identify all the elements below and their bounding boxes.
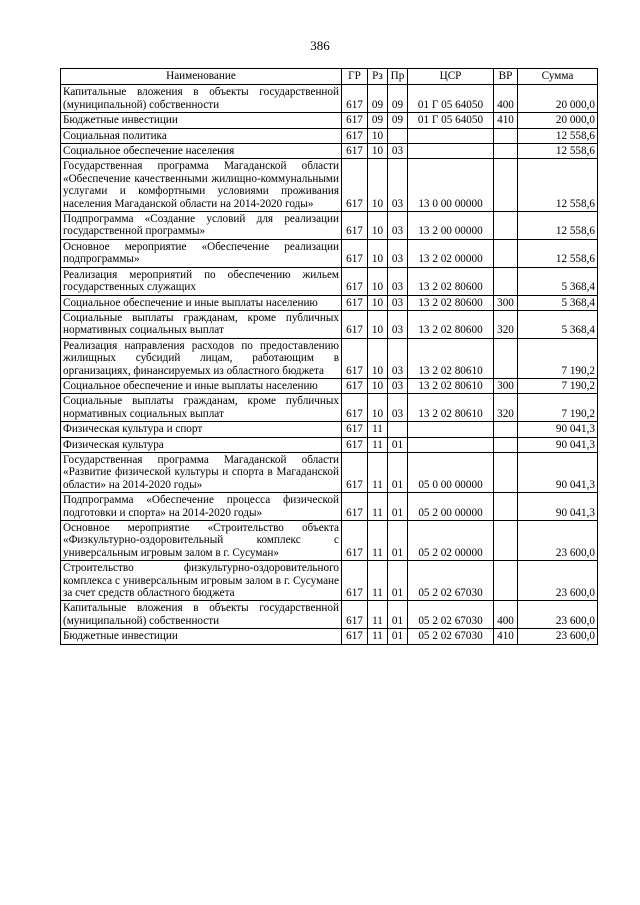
cell-name: Социальная политика <box>61 128 342 143</box>
cell-csr: 13 2 02 80600 <box>408 267 494 295</box>
cell-pr: 03 <box>388 239 408 267</box>
budget-table <box>60 68 598 645</box>
cell-name: Подпрограмма «Создание условий для реализации государственной программы» <box>61 212 342 240</box>
cell-gr: 617 <box>342 239 368 267</box>
table-row <box>61 310 598 338</box>
cell-pr: 03 <box>388 378 408 393</box>
cell-csr: 05 2 02 00000 <box>408 521 494 561</box>
cell-rz: 10 <box>368 239 388 267</box>
cell-gr: 617 <box>342 493 368 521</box>
cell-name: Социальное обеспечение и иные выплаты населению <box>61 295 342 310</box>
cell-vr <box>494 452 518 492</box>
table-row <box>61 378 598 393</box>
header-pr: Пр <box>388 69 408 85</box>
cell-csr: 13 2 02 80600 <box>408 295 494 310</box>
table-row <box>61 338 598 378</box>
cell-rz: 10 <box>368 212 388 240</box>
cell-gr: 617 <box>342 378 368 393</box>
cell-name: Реализация направления расходов по предоставлению жилищных субсидий лицам, работающим в организациях, финансируемых из областного бюджета <box>61 338 342 378</box>
cell-rz: 10 <box>368 144 388 159</box>
table-row <box>61 521 598 561</box>
cell-name: Капитальные вложения в объекты государственной (муниципальной) собственности <box>61 85 342 113</box>
cell-sum: 23 600,0 <box>518 561 598 601</box>
cell-rz: 11 <box>368 629 388 644</box>
table-row <box>61 561 598 601</box>
cell-vr <box>494 561 518 601</box>
cell-rz: 09 <box>368 113 388 128</box>
table-row <box>61 113 598 128</box>
cell-sum: 90 041,3 <box>518 452 598 492</box>
cell-vr: 410 <box>494 629 518 644</box>
cell-vr: 400 <box>494 601 518 629</box>
page-number: 386 <box>310 38 330 53</box>
cell-rz: 11 <box>368 521 388 561</box>
cell-rz: 10 <box>368 128 388 143</box>
cell-rz: 11 <box>368 493 388 521</box>
cell-name: Социальное обеспечение и иные выплаты населению <box>61 378 342 393</box>
cell-vr: 320 <box>494 310 518 338</box>
cell-csr: 05 2 02 67030 <box>408 561 494 601</box>
header-rz: Рз <box>368 69 388 85</box>
cell-name: Физическая культура <box>61 437 342 452</box>
cell-sum: 12 558,6 <box>518 144 598 159</box>
cell-name: Основное мероприятие «Строительство объекта «Физкультурно-оздоровительный комплекс с универсальным игровым залом в г. Сусуман» <box>61 521 342 561</box>
cell-pr: 03 <box>388 267 408 295</box>
table-row <box>61 212 598 240</box>
cell-gr: 617 <box>342 629 368 644</box>
cell-pr <box>388 128 408 143</box>
cell-vr: 410 <box>494 113 518 128</box>
cell-pr: 03 <box>388 159 408 212</box>
table-row <box>61 128 598 143</box>
cell-sum: 20 000,0 <box>518 85 598 113</box>
table-row <box>61 159 598 212</box>
cell-csr: 01 Г 05 64050 <box>408 113 494 128</box>
cell-csr: 13 2 02 80610 <box>408 338 494 378</box>
cell-sum: 5 368,4 <box>518 310 598 338</box>
cell-gr: 617 <box>342 295 368 310</box>
cell-vr <box>494 212 518 240</box>
cell-vr: 300 <box>494 378 518 393</box>
cell-pr: 03 <box>388 295 408 310</box>
cell-gr: 617 <box>342 159 368 212</box>
table-row <box>61 85 598 113</box>
cell-csr <box>408 144 494 159</box>
cell-vr <box>494 338 518 378</box>
cell-rz: 10 <box>368 378 388 393</box>
header-vr: ВР <box>494 69 518 85</box>
table-row <box>61 452 598 492</box>
cell-gr: 617 <box>342 310 368 338</box>
table-row <box>61 144 598 159</box>
cell-rz: 10 <box>368 267 388 295</box>
cell-rz: 11 <box>368 422 388 437</box>
cell-name: Социальное обеспечение населения <box>61 144 342 159</box>
cell-pr: 09 <box>388 113 408 128</box>
cell-csr: 13 2 02 80610 <box>408 394 494 422</box>
cell-vr <box>494 159 518 212</box>
cell-rz: 10 <box>368 310 388 338</box>
cell-sum: 12 558,6 <box>518 239 598 267</box>
header-csr: ЦСР <box>408 69 494 85</box>
cell-rz: 09 <box>368 85 388 113</box>
cell-gr: 617 <box>342 601 368 629</box>
cell-csr <box>408 437 494 452</box>
cell-name: Основное мероприятие «Обеспечение реализации подпрограммы» <box>61 239 342 267</box>
cell-sum: 12 558,6 <box>518 128 598 143</box>
cell-vr <box>494 267 518 295</box>
cell-name: Бюджетные инвестиции <box>61 113 342 128</box>
header-name: Наименование <box>61 69 342 85</box>
cell-pr: 01 <box>388 629 408 644</box>
table-row <box>61 493 598 521</box>
cell-sum: 12 558,6 <box>518 212 598 240</box>
cell-gr: 617 <box>342 452 368 492</box>
cell-vr <box>494 521 518 561</box>
cell-sum: 23 600,0 <box>518 601 598 629</box>
cell-name: Подпрограмма «Обеспечение процесса физической подготовки и спорта» на 2014-2020 годы» <box>61 493 342 521</box>
header-sum: Сумма <box>518 69 598 85</box>
cell-gr: 617 <box>342 267 368 295</box>
cell-rz: 11 <box>368 561 388 601</box>
cell-pr <box>388 422 408 437</box>
cell-pr: 03 <box>388 144 408 159</box>
cell-rz: 10 <box>368 159 388 212</box>
cell-vr <box>494 128 518 143</box>
cell-csr: 05 2 02 67030 <box>408 629 494 644</box>
cell-csr: 01 Г 05 64050 <box>408 85 494 113</box>
cell-name: Государственная программа Магаданской области «Обеспечение качественными жилищно-коммунальными услугами и комфортными условиями проживания населения Магаданской области на 2014-2020 годы» <box>61 159 342 212</box>
cell-csr: 13 2 02 00000 <box>408 239 494 267</box>
cell-vr <box>494 239 518 267</box>
cell-csr: 13 2 02 80610 <box>408 378 494 393</box>
cell-name: Капитальные вложения в объекты государственной (муниципальной) собственности <box>61 601 342 629</box>
cell-rz: 11 <box>368 452 388 492</box>
table-row <box>61 267 598 295</box>
cell-gr: 617 <box>342 85 368 113</box>
cell-csr: 05 2 00 00000 <box>408 493 494 521</box>
cell-vr: 300 <box>494 295 518 310</box>
cell-name: Физическая культура и спорт <box>61 422 342 437</box>
cell-vr: 400 <box>494 85 518 113</box>
cell-gr: 617 <box>342 128 368 143</box>
cell-name: Государственная программа Магаданской области «Развитие физической культуры и спорта в Магаданской области» на 2014-2020 годы» <box>61 452 342 492</box>
cell-sum: 7 190,2 <box>518 394 598 422</box>
cell-sum: 20 000,0 <box>518 113 598 128</box>
table-row <box>61 295 598 310</box>
cell-csr <box>408 422 494 437</box>
cell-rz: 10 <box>368 338 388 378</box>
cell-sum: 90 041,3 <box>518 422 598 437</box>
cell-csr: 13 0 00 00000 <box>408 159 494 212</box>
cell-gr: 617 <box>342 338 368 378</box>
cell-gr: 617 <box>342 521 368 561</box>
cell-pr: 03 <box>388 394 408 422</box>
cell-vr <box>494 422 518 437</box>
cell-sum: 12 558,6 <box>518 159 598 212</box>
cell-sum: 7 190,2 <box>518 338 598 378</box>
cell-csr: 13 2 02 80600 <box>408 310 494 338</box>
cell-rz: 11 <box>368 437 388 452</box>
cell-csr: 13 2 00 00000 <box>408 212 494 240</box>
cell-pr: 01 <box>388 521 408 561</box>
cell-name: Строительство физкультурно-оздоровительного комплекса с универсальным игровым залом в г. Сусумане за счет средств областного бюджета <box>61 561 342 601</box>
cell-gr: 617 <box>342 394 368 422</box>
cell-csr: 05 2 02 67030 <box>408 601 494 629</box>
cell-csr <box>408 128 494 143</box>
cell-vr: 320 <box>494 394 518 422</box>
cell-gr: 617 <box>342 437 368 452</box>
cell-pr: 01 <box>388 493 408 521</box>
cell-gr: 617 <box>342 144 368 159</box>
table-body <box>61 85 598 644</box>
cell-csr: 05 0 00 00000 <box>408 452 494 492</box>
table-header-row <box>61 69 598 85</box>
cell-name: Реализация мероприятий по обеспечению жильем государственных служащих <box>61 267 342 295</box>
cell-pr: 09 <box>388 85 408 113</box>
cell-sum: 23 600,0 <box>518 629 598 644</box>
cell-sum: 90 041,3 <box>518 437 598 452</box>
cell-vr <box>494 437 518 452</box>
cell-pr: 03 <box>388 338 408 378</box>
table-row <box>61 422 598 437</box>
cell-vr <box>494 144 518 159</box>
cell-sum: 90 041,3 <box>518 493 598 521</box>
cell-pr: 01 <box>388 601 408 629</box>
cell-rz: 10 <box>368 394 388 422</box>
cell-rz: 11 <box>368 601 388 629</box>
cell-name: Социальные выплаты гражданам, кроме публичных нормативных социальных выплат <box>61 310 342 338</box>
header-gr: ГР <box>342 69 368 85</box>
cell-gr: 617 <box>342 561 368 601</box>
cell-vr <box>494 493 518 521</box>
cell-pr: 03 <box>388 310 408 338</box>
table-row <box>61 601 598 629</box>
cell-sum: 5 368,4 <box>518 267 598 295</box>
cell-name: Социальные выплаты гражданам, кроме публичных нормативных социальных выплат <box>61 394 342 422</box>
table-row <box>61 239 598 267</box>
cell-sum: 7 190,2 <box>518 378 598 393</box>
cell-pr: 03 <box>388 212 408 240</box>
cell-sum: 23 600,0 <box>518 521 598 561</box>
table-row <box>61 629 598 644</box>
cell-sum: 5 368,4 <box>518 295 598 310</box>
cell-gr: 617 <box>342 212 368 240</box>
cell-gr: 617 <box>342 422 368 437</box>
table-row <box>61 437 598 452</box>
table-row <box>61 394 598 422</box>
cell-gr: 617 <box>342 113 368 128</box>
cell-pr: 01 <box>388 561 408 601</box>
cell-pr: 01 <box>388 452 408 492</box>
cell-name: Бюджетные инвестиции <box>61 629 342 644</box>
cell-pr: 01 <box>388 437 408 452</box>
cell-rz: 10 <box>368 295 388 310</box>
